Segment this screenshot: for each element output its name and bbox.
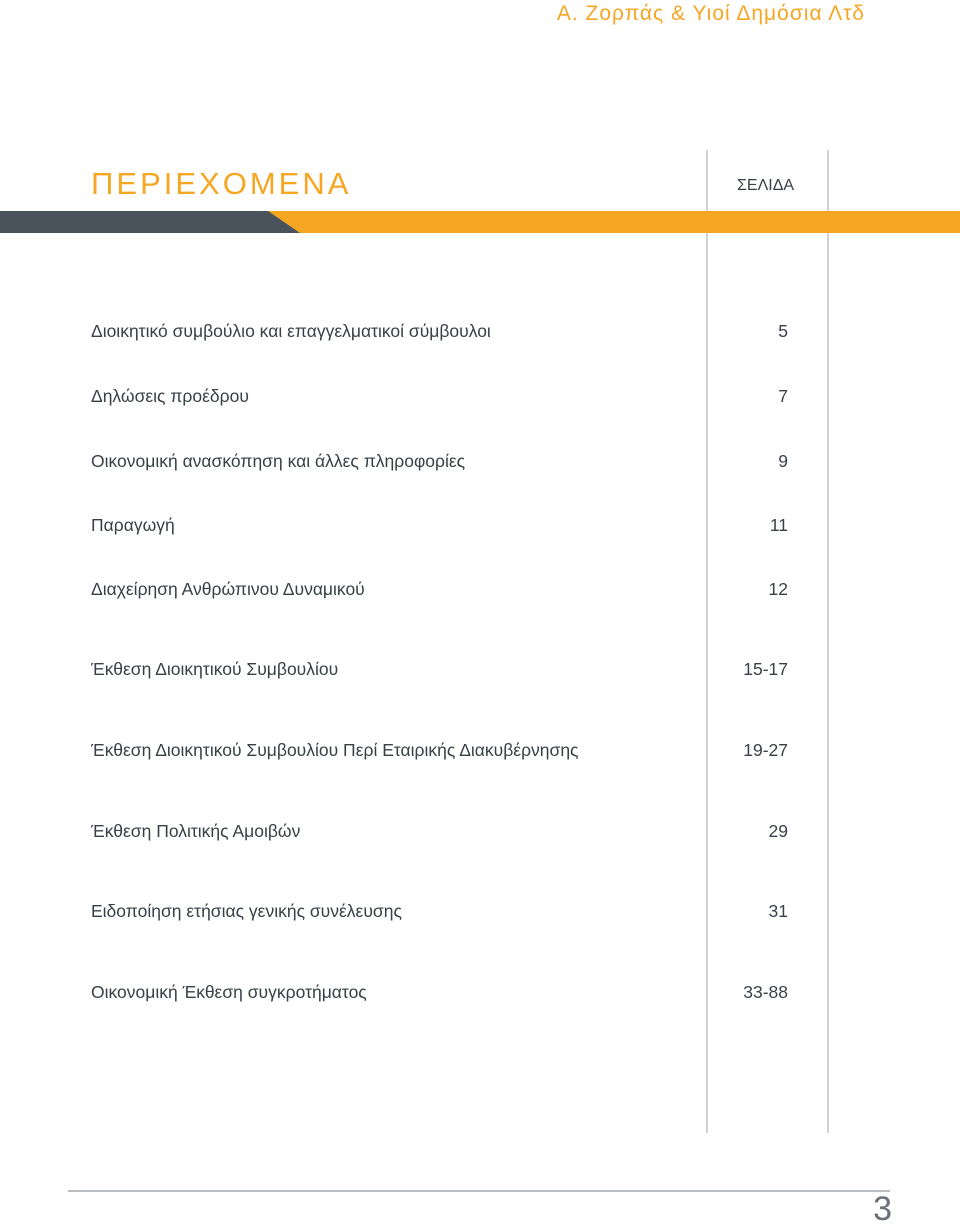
header-band: [0, 211, 960, 233]
toc-entry-page: 7: [778, 386, 788, 406]
toc-entry[interactable]: [0, 321, 960, 351]
toc-entry-page: 11: [769, 515, 788, 535]
toc-entry[interactable]: [0, 901, 960, 931]
company-name: Α. Ζορπάς & Υιοί Δημόσια Λτδ: [556, 2, 865, 25]
toc-title: ΠΕΡΙΕΧΟΜΕΝΑ: [91, 166, 352, 201]
toc-entry-label: Δηλώσεις προέδρου: [91, 386, 249, 406]
toc-entry[interactable]: [0, 386, 960, 416]
toc-entry-label: Διαχείρηση Ανθρώπινου Δυναμικού: [91, 579, 365, 599]
toc-entry-label: Οικονομική ανασκόπηση και άλλες πληροφορίες: [91, 451, 466, 471]
toc-entry-label: Έκθεση Πολιτικής Αμοιβών: [91, 821, 301, 841]
toc-entry-label: Έκθεση Διοικητικού Συμβουλίου: [91, 659, 339, 679]
toc-entry-page: 31: [768, 901, 788, 921]
toc-entry-label: Οικονομική Έκθεση συγκροτήματος: [91, 982, 367, 1002]
toc-entry-page: 15-17: [743, 659, 788, 679]
toc-entry-label: Έκθεση Διοικητικού Συμβουλίου Περί Εταιρικής Διακυβέρνησης: [91, 740, 579, 760]
toc-entry-page: 9: [778, 451, 788, 471]
toc-entry-label: Διοικητικό συμβούλιο και επαγγελματικοί σύμβουλοι: [91, 321, 491, 341]
page-column-header: ΣΕΛΙΔΑ: [737, 177, 795, 194]
toc-entry-label: Ειδοποίηση ετήσιας γενικής συνέλευσης: [91, 901, 402, 921]
toc-entry[interactable]: [0, 821, 960, 851]
toc-entry[interactable]: [0, 451, 960, 481]
toc-entry[interactable]: [0, 659, 960, 689]
toc-entry-page: 29: [768, 821, 788, 841]
page-number: 3: [873, 1190, 892, 1228]
toc-entry-page: 5: [778, 321, 788, 341]
footer-rule: [68, 1190, 890, 1192]
toc-entry-label: Παραγωγή: [91, 515, 175, 535]
header-band-dark: [0, 211, 300, 233]
toc-entry[interactable]: [0, 740, 960, 770]
toc-entry[interactable]: [0, 982, 960, 1012]
toc-entry[interactable]: [0, 515, 960, 545]
toc-entry-page: 19-27: [743, 740, 788, 760]
toc-entry[interactable]: [0, 579, 960, 609]
toc-entry-page: 33-88: [743, 982, 788, 1002]
toc-entry-page: 12: [768, 579, 788, 599]
